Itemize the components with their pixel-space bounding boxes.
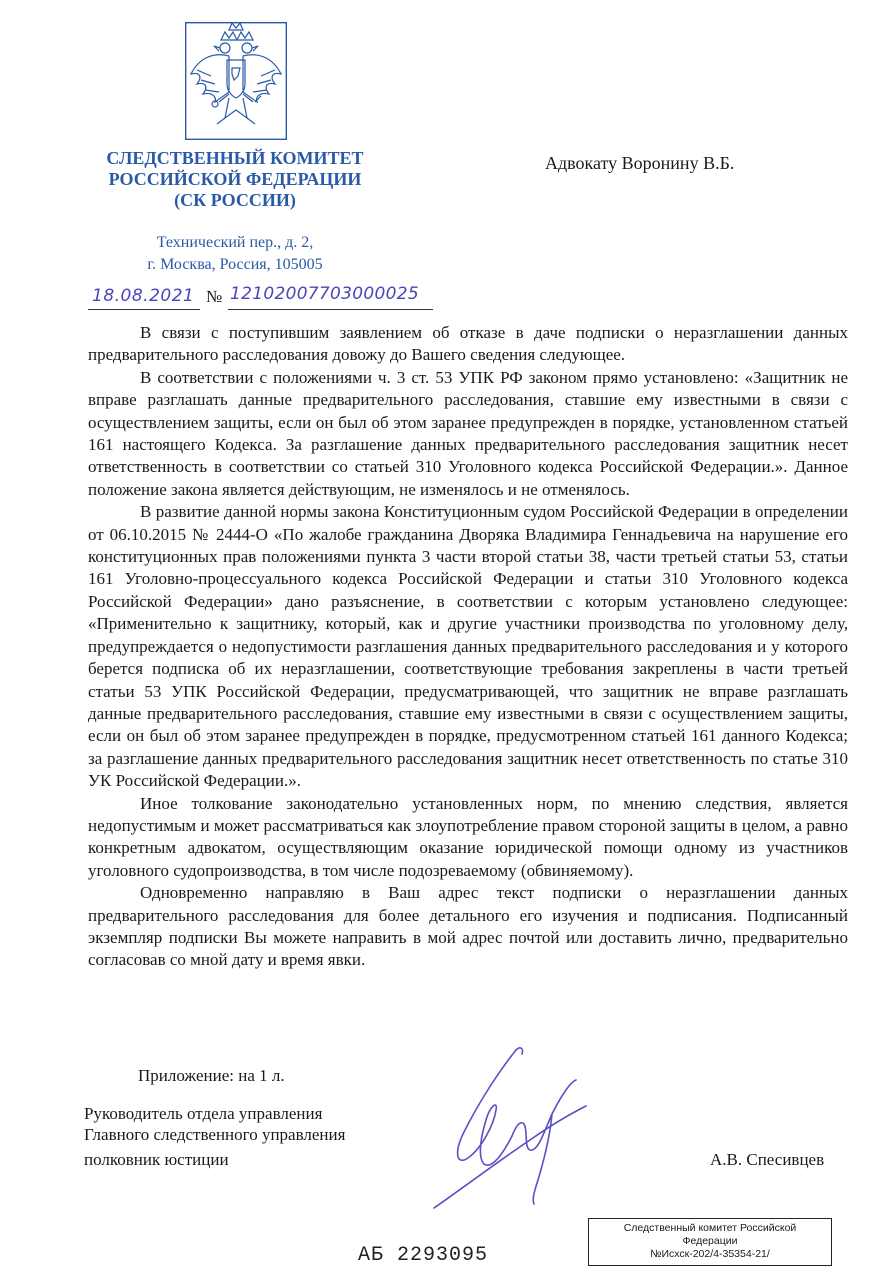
paragraph: В связи с поступившим заявлением об отказе в даче подписки о неразглашении данных предварительного расследования довожу до Вашего сведения следующее. [88,323,848,365]
address-line-1: Технический пер., д. 2, [156,234,314,251]
paragraph: Иное толкование законодательно установленных норм, по мнению следствия, является недопустимым и может рассматриваться как злоупотребление правом стороной защиты в целом, а равно конкретным адвокатом, осуществляющим оказание юридической помощи одному из участников уголовного судопроизводства, в том числе подозреваемому (обвиняемому). [88,793,848,880]
paragraph: В соответствии с положениями ч. 3 ст. 53 УПК РФ законом прямо установлено: «Защитник не вправе разглашать данные предварительного расследования, ставшие ему известными в связи с осуществлением защиты, если он был об этом заранее предупрежден в порядке, установленном статьей 161 настоящего Кодекса. За разглашение данных предварительного расследования защитник несет ответственность в соответствии со статьей 310 Уголовного кодекса Российской Федерации.». Данное положение закона является действующим, не изменялось и не отменялось. [88,367,848,499]
date-underline [88,309,200,310]
organization-address [90,232,380,276]
org-line-2: РОССИЙСКОЙ ФЕДЕРАЦИИ [108,169,362,189]
registration-line [88,282,488,312]
registry-stamp [588,1218,832,1266]
number-underline [228,309,433,310]
paragraph: В развитие данной нормы закона Конституционным судом Российской Федерации в определении от 06.10.2015 № 2444-О «По жалобе гражданина Дворяка Владимира Геннадьевича на нарушение его конституционных прав положениями пункта 3 части второй статьи 38, части третьей статьи 53, статьи 161 Уголовно-процессуального кодекса Российской Федерации и статьи 310 Уголовного кодекса Российской Федерации» дано разъяснение, в соответствии с которым установлено следующее: «Применительно к защитнику, который, как и другие участники производства по уголовному делу, предупреждается о недопустимости разглашения данных предварительного расследования и у которого берется подписка об их неразглашении, соответствующие требования закреплены в части третьей статьи 53 УПК Российской Федерации, предусматривающей, что защитник не вправе разглашать данные предварительного расследования, ставшие ему известными в связи с осуществлением защиты, если он был об этом заранее предупрежден в порядке, предусмотренном статьей 161 данного Кодекса; за разглашение данных предварительного расследования защитник несет ответственность по статье 310 УК Российской Федерации.». [88,502,848,791]
handwritten-date: 18.08.2021 [92,286,195,306]
letter-body [88,322,848,972]
stamp-line-3: №Исхск-202/4-35354-21/ [650,1248,770,1260]
number-sign: № [206,287,223,306]
paragraph: Одновременно направляю в Ваш адрес текст подписки о неразглашении данных предварительного расследования для более детального его изучения и подписания. Подписанный экземпляр подписки Вы можете направить в мой адрес почтой или доставить лично, предварительно согласовав со мной дату и время явки. [88,883,848,970]
org-line-3: (СК РОССИИ) [174,190,296,210]
appendix-note: Приложение: на 1 л. [138,1066,285,1085]
serial-number: АБ 2293095 [358,1244,489,1267]
handwritten-number: 12102007703000025 [230,284,419,304]
address-line-2: г. Москва, Россия, 105005 [147,256,323,273]
handwritten-signature-icon [420,1040,630,1220]
stamp-line-2: Федерации [682,1235,738,1247]
double-headed-eagle-emblem-icon [185,22,287,140]
addressee: Адвокату Воронину В.Б. [545,153,735,173]
organization-name [90,148,380,211]
org-line-1: СЛЕДСТВЕННЫЙ КОМИТЕТ [106,148,364,168]
position-line-2: Главного следственного управления [84,1125,346,1144]
signatory-name: А.В. Спесивцев [710,1150,825,1169]
position-line-1: Руководитель отдела управления [84,1104,323,1123]
signatory-rank: полковник юстиции [84,1150,229,1169]
signatory-position [84,1103,345,1145]
stamp-line-1: Следственный комитет Российской [623,1222,797,1234]
